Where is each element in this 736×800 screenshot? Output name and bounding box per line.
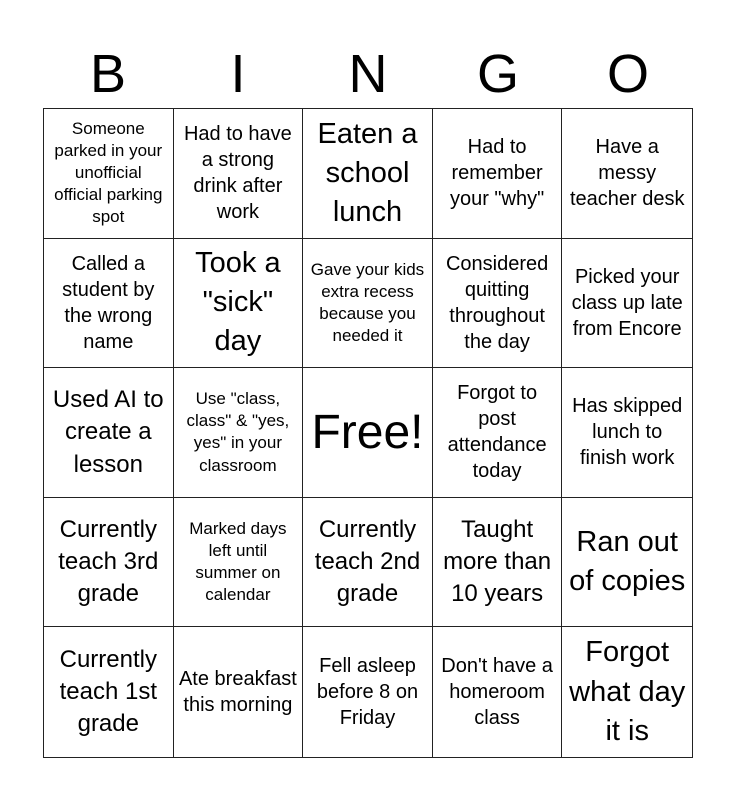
cell-text: Marked days left until summer on calendar xyxy=(189,518,287,605)
bingo-cell[interactable] xyxy=(433,627,563,757)
bingo-cell[interactable] xyxy=(174,109,304,239)
cell-text: Taught more than 10 years xyxy=(443,515,552,608)
cell-text: Picked your class up late from Encore xyxy=(571,265,683,340)
header-letter-g: G xyxy=(476,44,519,104)
cell-text: Currently teach 3rd grade xyxy=(58,515,159,608)
bingo-cell[interactable] xyxy=(562,627,692,757)
cell-text: Free! xyxy=(311,405,424,459)
cell-text: Had to remember your "why" xyxy=(449,136,545,211)
bingo-cell[interactable] xyxy=(562,498,692,628)
bingo-cell[interactable] xyxy=(174,498,304,628)
header-letter-i: I xyxy=(230,44,246,104)
bingo-cell[interactable] xyxy=(44,627,174,757)
bingo-cell[interactable] xyxy=(44,498,174,628)
header-letter-b: B xyxy=(89,44,127,104)
bingo-cell[interactable] xyxy=(174,368,304,498)
bingo-cell[interactable] xyxy=(174,627,304,757)
bingo-header xyxy=(43,40,693,108)
cell-text: Has skipped lunch to finish work xyxy=(572,395,683,470)
cell-text: Ran out of copies xyxy=(569,525,686,598)
cell-text: Considered quitting throughout the day xyxy=(445,252,549,353)
bingo-cell[interactable] xyxy=(433,109,563,239)
cell-text: Someone parked in your unofficial official parking spot xyxy=(54,119,163,227)
bingo-cell[interactable] xyxy=(44,239,174,369)
cell-text: Use "class, class" & "yes, yes" in your classroom xyxy=(186,389,290,475)
cell-text: Had to have a strong drink after work xyxy=(183,123,292,224)
cell-text: Gave your kids extra recess because you needed it xyxy=(310,259,425,345)
bingo-cell[interactable] xyxy=(303,109,433,239)
cell-text: Have a messy teacher desk xyxy=(569,136,685,211)
bingo-cell[interactable] xyxy=(562,239,692,369)
bingo-cell[interactable] xyxy=(303,627,433,757)
bingo-cell[interactable] xyxy=(433,239,563,369)
cell-text: Don't have a homeroom class xyxy=(441,655,553,730)
cell-text: Currently teach 1st grade xyxy=(59,645,157,738)
header-letter-n: N xyxy=(348,44,388,104)
cell-text: Eaten a school lunch xyxy=(317,117,418,228)
bingo-cell[interactable] xyxy=(562,109,692,239)
bingo-cell[interactable] xyxy=(303,498,433,628)
cell-text: Used AI to create a lesson xyxy=(52,385,164,478)
cell-text: Called a student by the wrong name xyxy=(62,252,155,353)
cell-text: Ate breakfast this morning xyxy=(178,668,297,717)
bingo-cell[interactable] xyxy=(44,109,174,239)
bingo-cell[interactable] xyxy=(562,368,692,498)
bingo-cell[interactable] xyxy=(303,239,433,369)
bingo-free-cell[interactable] xyxy=(303,368,433,498)
header-letter-o: O xyxy=(606,44,649,104)
cell-text: Fell asleep before 8 on Friday xyxy=(316,655,419,730)
bingo-cell[interactable] xyxy=(433,498,563,628)
bingo-cell[interactable] xyxy=(433,368,563,498)
cell-text: Currently teach 2nd grade xyxy=(314,515,421,608)
bingo-board xyxy=(43,108,693,758)
cell-text: Forgot what day it is xyxy=(569,636,686,747)
cell-text: Took a "sick" day xyxy=(195,247,281,358)
cell-text: Forgot to post attendance today xyxy=(447,382,547,483)
bingo-cell[interactable] xyxy=(44,368,174,498)
bingo-cell[interactable] xyxy=(174,239,304,369)
